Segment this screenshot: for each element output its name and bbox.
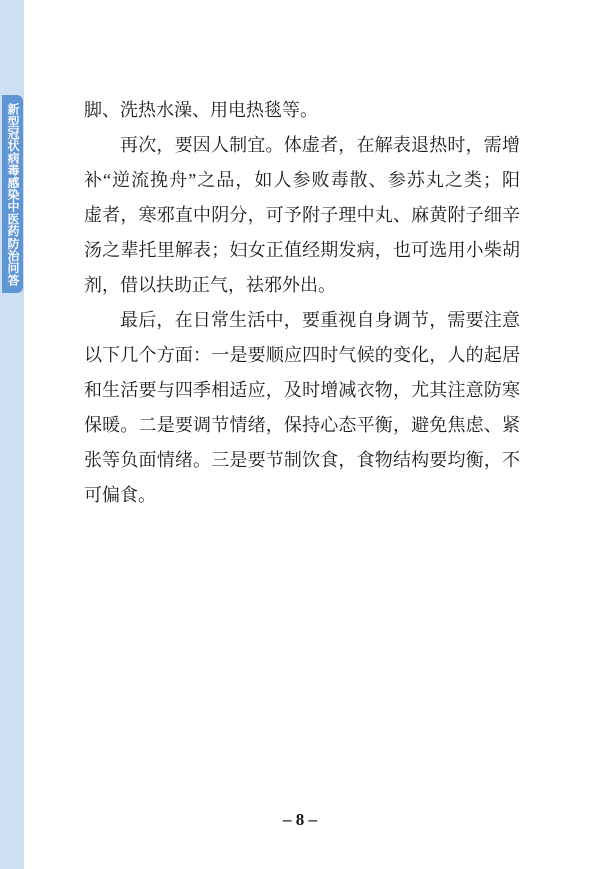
paragraph-line: 再次，要因人制宜。体虚者，在解表退热时，需增	[120, 135, 520, 155]
paragraph-line: 最后，在日常生活中，要重视自身调节，需要注意	[120, 310, 520, 330]
page-number: – 8 –	[283, 810, 317, 829]
paragraph-line: 可偏食。	[84, 485, 156, 505]
paragraph-line: 汤之辈托里解表；妇女正值经期发病，也可选用小柴胡	[84, 240, 520, 260]
paragraph-line: 补“逆流挽舟”之品，如人参败毒散、参苏丸之类；阳	[84, 170, 520, 190]
paragraph-line: 张等负面情绪。三是要节制饮食，食物结构要均衡，不	[84, 450, 520, 470]
body-text	[84, 93, 520, 513]
paragraph-line: 和生活要与四季相适应，及时增减衣物，尤其注意防寒	[84, 380, 520, 400]
paragraph-line: 脚、洗热水澡、用电热毯等。	[84, 100, 318, 120]
paragraph-line: 以下几个方面：一是要顺应四时气候的变化，人的起居	[84, 345, 520, 365]
paragraph-line: 虚者，寒邪直中阴分，可予附子理中丸、麻黄附子细辛	[84, 205, 520, 225]
chapter-side-tab	[2, 95, 23, 293]
side-tab-label: 新型冠状病毒感染中医药防治问答	[6, 102, 20, 286]
paragraph-line: 保暖。二是要调节情绪，保持心态平衡，避免焦虑、紧	[84, 415, 520, 435]
paragraph-line: 剂，借以扶助正气，祛邪外出。	[84, 275, 336, 295]
